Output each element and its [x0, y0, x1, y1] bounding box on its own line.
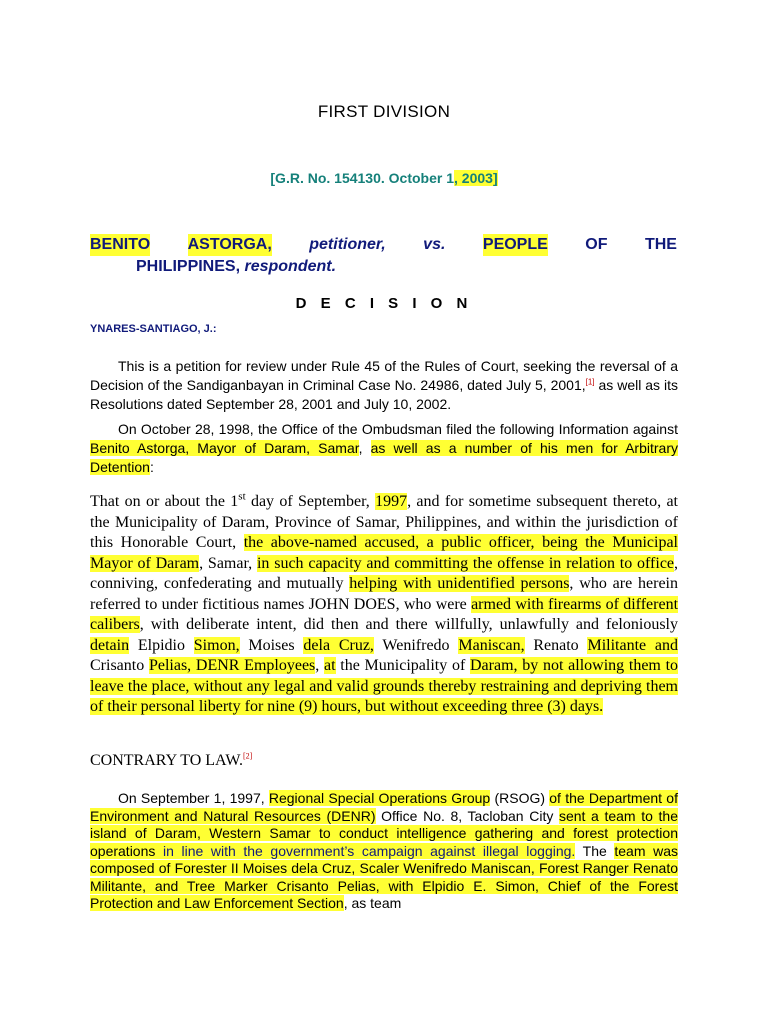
info-s15: Simon, — [193, 636, 240, 654]
respondent-of: OF — [585, 236, 608, 253]
paragraph-ombudsman — [90, 420, 678, 477]
info-s2: day of September, — [245, 493, 376, 510]
info-s8: , conniving, confederating and mutually — [90, 554, 679, 592]
contrary-to-law — [90, 752, 252, 770]
info-s12: , with deliberate intent, did then and there willfully, unlawfully and feloniously — [139, 616, 678, 633]
footnote-1-link[interactable]: [1] — [585, 377, 595, 387]
versus: vs. — [423, 236, 446, 253]
gr-number: [G.R. No. 154130. October 1 — [270, 170, 455, 186]
para2-d: as well as a number of his men for Arbitrary Detention — [90, 440, 678, 475]
respondent-philippines: PHILIPPINES, — [136, 258, 241, 275]
information-text — [90, 492, 678, 718]
info-s11: armed with firearms of different calibers — [90, 595, 679, 633]
para3-h: The — [575, 842, 615, 859]
para3-a: On September 1, 1997, — [118, 790, 269, 806]
info-s1: That on or about the 1 — [90, 493, 239, 510]
para3-i: team was composed of Forester II Moises dela Cruz, Scaler Wenifredo Maniscan, Forest Ranger Renato Militante, and Tree Marker Crisanto Pelias, with Elpidio E. Simon, Chief of the Forest Protection and Law Enforcement Section — [90, 842, 678, 911]
para1-tail: as well as its Resolutions dated September 28, 2001 and July 10, 2002. — [90, 377, 678, 412]
paragraph-rsog — [90, 790, 678, 913]
petitioner-last: ASTORGA, — [188, 234, 272, 256]
case-number — [0, 170, 768, 186]
para3-e: Office No. 8, Tacloban City — [375, 807, 559, 824]
petitioner-first: BENITO — [90, 234, 150, 256]
division-heading: FIRST DIVISION — [317, 102, 451, 121]
info-s24: , — [315, 657, 325, 674]
para3-j: , as team — [343, 895, 402, 911]
info-s9: helping with unidentified persons — [349, 575, 570, 592]
info-s13: detain — [90, 636, 130, 654]
para3-c: (RSOG) — [490, 790, 550, 806]
ponente: YNARES-SANTIAGO, J.: — [90, 323, 217, 335]
para3-g: in line with the government’s campaign against illegal logging. — [155, 842, 576, 859]
petitioner-role: petitioner, — [309, 236, 386, 253]
info-s7: in such capacity and committing the offense in relation to office — [256, 554, 675, 572]
info-s5: the above-named accused, a public officer, being the Municipal Mayor of Daram — [90, 534, 679, 572]
decision-heading: D E C I S I O N — [295, 295, 473, 312]
case-parties — [90, 234, 677, 278]
para2-e: : — [149, 459, 154, 475]
info-s14: Elpidio — [129, 636, 194, 654]
para3-b: Regional Special Operations Group — [268, 790, 491, 806]
info-s20: Renato — [524, 636, 588, 654]
info-s3: 1997 — [375, 493, 408, 510]
para1-text: This is a petition for review under Rule 45 of the Rules of Court, seeking the reversal of a Decision of the Sandiganbayan in Criminal Case No. 24986, dated July 5, 2001, — [90, 358, 678, 393]
info-s25: at — [324, 657, 336, 674]
respondent-people: PEOPLE — [483, 234, 548, 256]
respondent-role: respondent. — [244, 258, 337, 275]
info-s21: Militante and — [587, 636, 679, 654]
info-s27: Daram, by not allowing them to leave the place, without any legal and valid grounds thereby restraining and depriving them of their personal liberty for nine (9) hours, but without exceeding three (3) days. — [90, 657, 679, 715]
info-s17: dela Cruz, — [303, 636, 374, 654]
para3-d: of the Department of Environment and Natural Resources (DENR) — [90, 790, 678, 824]
gr-year: , 2003] — [454, 170, 498, 186]
respondent-the: THE — [644, 236, 677, 253]
para2-a: On October 28, 1998, the Office of the Ombudsman filed the following Information against — [118, 421, 678, 437]
info-s16: Moises — [239, 636, 304, 654]
info-s4: , and for sometime subsequent thereto, at the Municipality of Daram, Province of Samar, Philippines, and within the jurisdiction of this Honorable Court, — [90, 493, 678, 551]
info-s18: Wenifredo — [373, 636, 459, 654]
info-s26: the Municipality of — [335, 657, 470, 674]
info-s10: , who are herein referred to under fictitious names JOHN DOES, who were — [90, 575, 678, 613]
footnote-2-link[interactable]: [2] — [242, 751, 253, 761]
para2-b: Benito Astorga, Mayor of Daram, Samar — [90, 440, 359, 456]
info-s19: Maniscan, — [458, 636, 525, 654]
paragraph-petition — [90, 357, 678, 414]
info-s1-sup: st — [238, 490, 246, 503]
info-s22: Crisanto — [90, 657, 149, 674]
info-s6: , Samar, — [199, 554, 257, 572]
info-s23: Pelias, DENR Employees — [148, 657, 316, 674]
para2-c: , — [358, 440, 371, 456]
para3-f: sent a team to the island of Daram, Western Samar to conduct intelligence gathering and forest protection operations — [90, 807, 678, 859]
contrary-text: CONTRARY TO LAW. — [90, 752, 243, 769]
